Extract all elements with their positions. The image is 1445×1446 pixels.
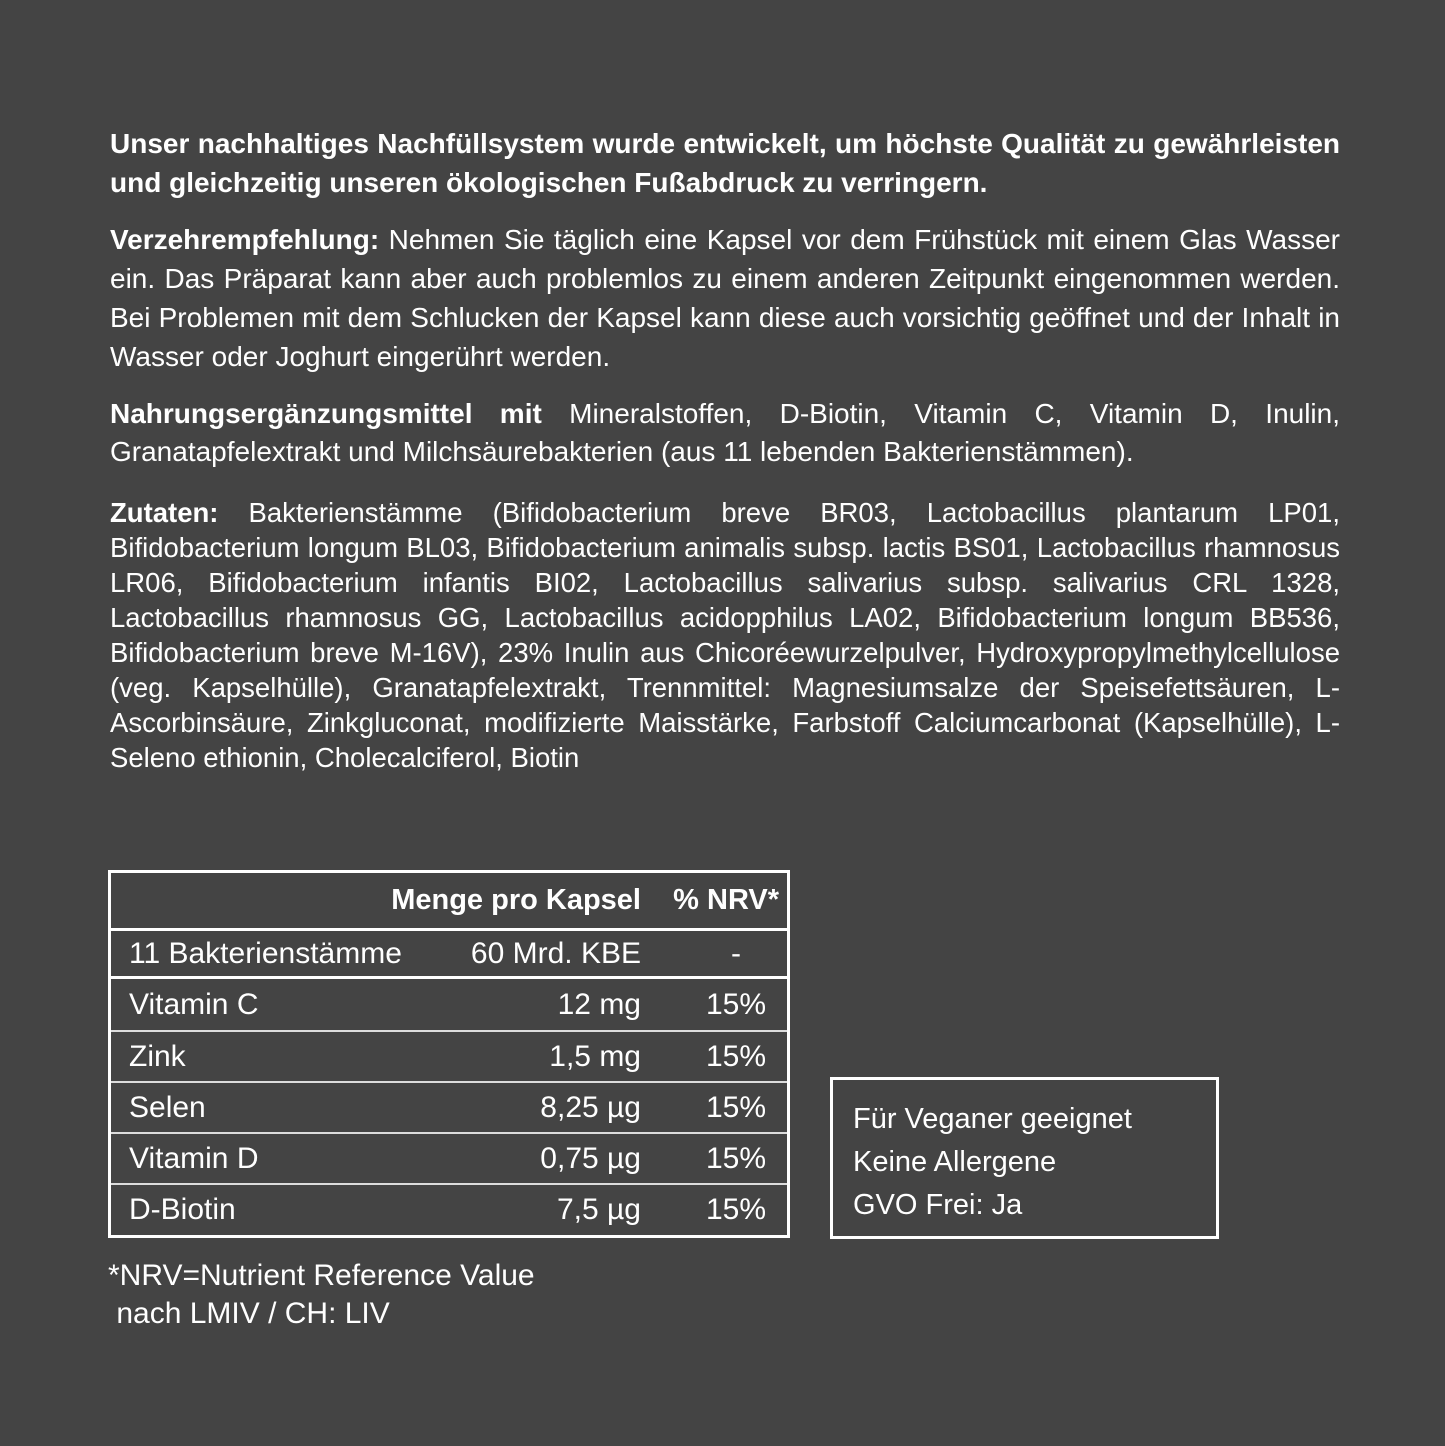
nutrient-name: D-Biotin bbox=[129, 1193, 236, 1226]
gmo-info: GVO Frei: Ja bbox=[853, 1189, 1023, 1221]
nutrient-name: Vitamin D bbox=[129, 1141, 259, 1175]
footnote-line-1: *NRV=Nutrient Reference Value bbox=[108, 1259, 535, 1292]
nutrient-nrv: 15% bbox=[705, 1193, 766, 1226]
nutrient-nrv: - bbox=[731, 936, 741, 970]
supplement-label: Nahrungsergänzungsmittel mit bbox=[110, 398, 542, 429]
nutrient-name: 11 Bakterienstämme bbox=[129, 936, 402, 970]
table-row bbox=[111, 1032, 787, 1083]
nrv-footnote bbox=[108, 1257, 535, 1333]
nutrient-nrv: 15% bbox=[705, 1090, 766, 1124]
nutrient-name: Zink bbox=[129, 1039, 186, 1073]
footnote-line-2: nach LMIV / CH: LIV bbox=[108, 1297, 390, 1330]
nutrient-amount: 1,5 mg bbox=[549, 1039, 641, 1073]
product-info-box bbox=[830, 1077, 1219, 1239]
nutrient-amount: 7,5 µg bbox=[556, 1193, 641, 1226]
nutrient-nrv: 15% bbox=[705, 1039, 766, 1073]
ingredients-text: Bakterienstämme (Bifidobacterium breve BR03, Lactobacillus plantarum LP01, Bifidobacterium longum BL03, Bifidobacterium animalis subsp. lactis BS01, Lactobacillus rhamnosus LR06, Bifidobacterium infantis BI02, Lactobacillus salivarius subsp. salivarius CRL 1328, Lactobacillus rhamnosus GG, Lactobacillus acidopphilus LA02, Bifidobacterium longum BB536, Bifidobacterium breve M-16V), 23% Inulin aus Chicoréewurzelpulver, Hydroxypropylmethylcellulose (veg. Kapselhülle), Granatapfelextrakt, Trennmittel: Magnesiumsalze der Speisefettsäuren, L-Ascorbinsäure, Zinkgluconat, modifizierte Maisstärke, Farbstoff Calciumcarbonat (Kapselhülle), L-Seleno ethionin, Cholecalciferol, Biotin bbox=[110, 497, 1340, 773]
supplement-text: Mineralstoffen, D-Biotin, Vitamin C, Vitamin D, Inulin, Granatapfelextrakt und Milchsäurebakterien (aus 11 lebenden Bakterienstämmen). bbox=[110, 398, 1341, 467]
nutrient-name: Vitamin C bbox=[129, 987, 259, 1021]
nutrient-name: Selen bbox=[129, 1090, 206, 1124]
table-row bbox=[111, 931, 787, 979]
nutrient-nrv: 15% bbox=[705, 987, 766, 1021]
nutrient-nrv: 15% bbox=[705, 1141, 766, 1175]
allergen-info: Keine Allergene bbox=[853, 1146, 1057, 1178]
nutrient-amount: 12 mg bbox=[557, 987, 641, 1021]
table-row bbox=[111, 1185, 787, 1235]
nutrient-amount: 60 Mrd. KBE bbox=[470, 936, 641, 970]
nutrition-table bbox=[108, 870, 790, 1238]
ingredients-list bbox=[110, 495, 1340, 775]
nutrient-amount: 8,25 µg bbox=[540, 1090, 641, 1124]
header-amount: Menge pro Kapsel bbox=[391, 884, 641, 916]
supplement-description bbox=[110, 395, 1340, 471]
usage-recommendation bbox=[110, 220, 1340, 376]
intro-text: Unser nachhaltiges Nachfüllsystem wurde entwickelt, um höchste Qualität zu gewährleisten und gleichzeitig unseren ökologischen Fußabdruck zu verringern. bbox=[110, 128, 1340, 198]
usage-label: Verzehrempfehlung: bbox=[110, 224, 380, 255]
nutrient-amount: 0,75 µg bbox=[540, 1141, 641, 1175]
header-nrv: % NRV* bbox=[673, 884, 779, 916]
vegan-info: Für Veganer geeignet bbox=[853, 1103, 1132, 1135]
usage-text: Nehmen Sie täglich eine Kapsel vor dem Frühstück mit einem Glas Wasser ein. Das Präparat kann aber auch problemlos zu einem anderen Zeitpunkt eingenommen werden. Bei Problemen mit dem Schlucken der Kapsel kann diese auch vorsichtig geöffnet und der Inhalt in Wasser oder Joghurt eingerührt werden. bbox=[110, 224, 1340, 372]
nutrition-table-header bbox=[111, 873, 787, 931]
ingredients-label: Zutaten: bbox=[110, 497, 219, 528]
table-row bbox=[111, 1083, 787, 1134]
table-row bbox=[111, 979, 787, 1032]
table-row bbox=[111, 1134, 787, 1185]
